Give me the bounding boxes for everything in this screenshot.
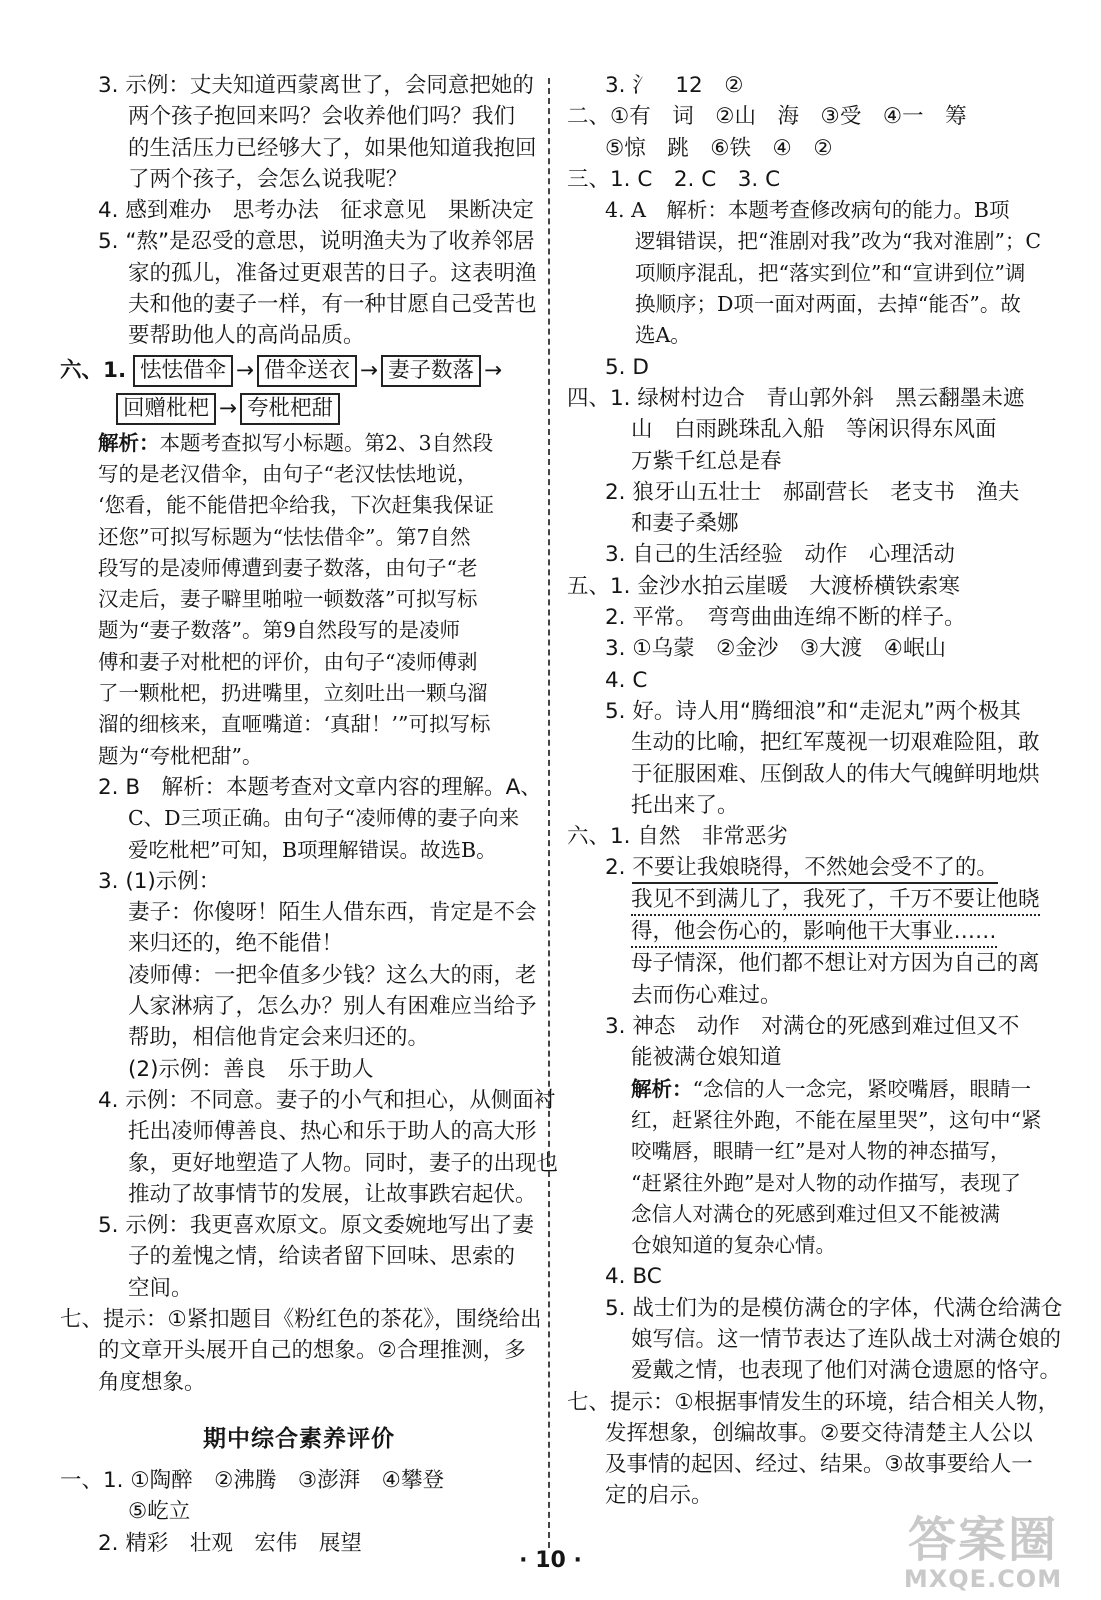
text-line: 5. “熬”是忍受的意思，说明渔夫为了收养邻居 — [98, 229, 535, 255]
arrow-icon: → — [360, 357, 379, 383]
section-six-flowchart — [60, 352, 538, 428]
six-q4 — [60, 1085, 559, 1210]
text-line: ⑤惊 跳 ⑥铁 ④ ② — [605, 135, 833, 161]
q3-answer: 3. 氵 12 ② — [605, 73, 744, 98]
text-line: 二、①有 词 ②山 海 ③受 ④一 筹 — [567, 104, 967, 130]
text-line: 要帮助他人的高尚品质。 — [128, 323, 365, 349]
text-line: 爱戴之情，也表现了他们对满仓遗愿的恪守。 — [631, 1358, 1062, 1384]
text-line: 项顺序混乱，把“落实到位”和“宣讲到位”调 — [635, 260, 1026, 285]
text-line: 仓娘知道的复杂心情。 — [631, 1233, 836, 1258]
section-seven-right — [567, 1387, 1060, 1512]
section-seven — [60, 1304, 542, 1398]
text-line: 象，更好地塑造了人物。同时，妻子的出现也 — [128, 1150, 559, 1176]
column-divider — [548, 78, 550, 1548]
text-line: 能被满仓娘知道 — [631, 1045, 782, 1071]
text-line: 于征服困难、压倒敌人的伟大气魄鲜明地烘 — [631, 761, 1040, 787]
text-line: 选A。 — [635, 323, 691, 348]
analysis-label: 解析： — [98, 430, 160, 455]
text-line: 4. A 解析：本题考查修改病句的能力。B项 — [605, 198, 1010, 223]
text-line: 5. 示例：我更喜欢原文。原文委婉地写出了妻 — [98, 1213, 534, 1239]
section-six-label: 六、1. — [60, 357, 127, 383]
text-line: 万紫千红总是春 — [631, 448, 782, 474]
text-line: 妻子：你傻呀！陌生人借东西，肯定是不会 — [128, 900, 537, 926]
text-line: 傅和妻子对枇杷的评价，由句子“凌师傅剥 — [98, 649, 478, 674]
text-line: 溜的细核来，直咂嘴道：‘真甜！’”可拟写标 — [98, 712, 491, 737]
text-line: 空间。 — [128, 1275, 193, 1301]
text-line: 了两个孩子，会怎么说我呢？ — [128, 166, 408, 192]
text-line: 题为“妻子数落”。第9自然段写的是凌师 — [98, 618, 461, 643]
text-line: 的文章开头展开自己的想象。②合理推测，多 — [98, 1338, 526, 1364]
three-q4 — [567, 195, 1042, 351]
text-line: 推动了故事情节的发展，让故事跌宕起伏。 — [128, 1181, 537, 1207]
q5-answer — [60, 226, 538, 351]
section-three: 三、1. C 2. C 3. C — [567, 166, 781, 192]
watermark-url: MXQE.COM — [903, 1565, 1063, 1593]
flow-box: 妻子数落 — [381, 355, 481, 387]
text-line: 一、1. ①陶醉 ②沸腾 ③澎湃 ④攀登 — [60, 1468, 444, 1494]
text-line: 换顺序；D项一面对两面，去掉“能否”。故 — [635, 292, 1021, 317]
text-line: 5. 战士们为的是模仿满仓的字体，代满仓给满仓 — [605, 1295, 1063, 1321]
text-line: 山 白雨跳珠乱入船 等闲识得东风面 — [631, 417, 997, 443]
flow-box: 借伞送衣 — [257, 355, 357, 387]
text-line: 去而伤心难过。 — [631, 982, 782, 1008]
text-line: 家的孤儿，准备过更艰苦的日子。这表明渔 — [128, 260, 537, 286]
text-line: 七、提示：①紧扣题目《粉红色的茶花》，围绕给出 — [60, 1306, 542, 1332]
text-line: 2. 平常。 弯弯曲曲连绵不断的样子。 — [605, 605, 966, 631]
arrow-icon: → — [219, 395, 238, 421]
text-line: 写的是老汉借伞，由句子“老汉怯怯地说， — [98, 461, 478, 486]
text-line: 还您”可拟写标题为“怯怯借伞”。第7自然 — [98, 524, 471, 549]
text-line: 人家淋病了，怎么办？别人有困难应当给予 — [128, 994, 537, 1020]
text-line: 母子情深，他们都不想让对方因为自己的离 — [631, 951, 1040, 977]
text-line: ⑤屹立 — [128, 1499, 191, 1525]
text-line: 六、1. 自然 非常恶劣 — [567, 824, 788, 850]
text-line: 托出来了。 — [631, 792, 739, 818]
watermark-text: 答案圈 — [907, 1512, 1058, 1568]
text-line: 3. 自己的生活经验 动作 心理活动 — [605, 542, 955, 568]
text-line: 2. 狼牙山五壮士 郝副营长 老支书 渔夫 — [605, 479, 1020, 505]
text-line: 娘写信。这一情节表达了连队战士对满仓娘的 — [631, 1326, 1062, 1352]
text-line: 托出凌师傅善良、热心和乐于助人的高大形 — [128, 1119, 537, 1145]
section-one — [60, 1465, 538, 1559]
text-line: 3. ①乌蒙 ②金沙 ③大渡 ④岷山 — [605, 636, 946, 662]
flow-row — [60, 352, 538, 390]
text-line: 红，赶紧往外跑，不能在屋里哭”，这句中“紧 — [631, 1107, 1042, 1132]
text-line: 来归还的，绝不能借！ — [128, 931, 344, 957]
text-line: 5. 好。诗人用“腾细浪”和“走泥丸”两个极其 — [605, 698, 1021, 724]
text-line: “赶紧往外跑”是对人物的动作描写，表现了 — [631, 1170, 1021, 1195]
text-line: “念信的人一念完，紧咬嘴唇，眼睛一 — [692, 1076, 1031, 1101]
text-line: 及事情的起因、经过、结果。③故事要给人一 — [605, 1452, 1033, 1478]
page-number: · 10 · — [519, 1548, 582, 1573]
text-line: 定的启示。 — [605, 1483, 713, 1509]
q2-label: 2. — [605, 855, 626, 881]
text-line: 本题考查拟写小标题。第2、3自然段 — [159, 430, 494, 455]
flow-box: 回赠枇杷 — [116, 393, 216, 425]
text-line: 爱吃枇杷”可知，B项理解错误。故选B。 — [128, 837, 497, 862]
flow-box: 怯怯借伞 — [133, 355, 233, 387]
text-line: 3. (1)示例： — [98, 868, 221, 894]
text-line: 五、1. 金沙水拍云崖暖 大渡桥横铁索寒 — [567, 573, 960, 599]
text-line: (2)示例：善良 乐于助人 — [128, 1056, 374, 1082]
text-line: 七、提示：①根据事情发生的环境，结合相关人物， — [567, 1389, 1060, 1415]
text-line: 段写的是凌师傅遭到妻子数落，由句子“老 — [98, 555, 478, 580]
text-line: 帮助，相信他肯定会来归还的。 — [128, 1025, 430, 1051]
text-line: 3. 神态 动作 对满仓的死感到难过但又不 — [605, 1014, 1020, 1040]
text-line: ‘您看，能不能借把伞给我，下次赶集我保证 — [98, 493, 495, 518]
section-two — [567, 101, 1035, 164]
text-line: 4. BC — [605, 1264, 662, 1290]
text-line: 生动的比喻，把红军蔑视一切艰难险阻，敢 — [631, 730, 1040, 756]
text-line: 凌师傅：一把伞值多少钱？这么大的雨，老 — [128, 962, 537, 988]
text-line: 发挥想象，创编故事。②要交待清楚主人公以 — [605, 1420, 1033, 1446]
three-q5: 5. D — [605, 354, 649, 380]
text-line: 念信人对满仓的死感到难过但又不能被满 — [631, 1201, 1000, 1226]
text-line: 角度想象。 — [98, 1369, 206, 1395]
six-q5 — [60, 1210, 538, 1304]
text-line: 的生活压力已经够大了，如果他知道我抱回 — [128, 135, 537, 161]
arrow-icon: → — [236, 357, 255, 383]
section-six — [567, 821, 1063, 1386]
flow-row — [60, 390, 538, 428]
text-line: 逻辑错误，把“淮剧对我”改为“我对淮剧”；C — [635, 229, 1042, 254]
text-line: 两个孩子抱回来吗？会收养他们吗？我们 — [128, 104, 516, 130]
arrow-icon: → — [484, 357, 503, 383]
section-four — [567, 383, 1035, 571]
text-line: 和妻子桑娜 — [631, 511, 739, 537]
six-q2 — [60, 772, 542, 866]
flow-box: 夸枇杷甜 — [240, 393, 340, 425]
text-line: 2. 精彩 壮观 宏伟 展望 — [98, 1530, 362, 1556]
underlined-quote: 我见不到满儿了，我死了，千万不要让他晓 — [631, 886, 1040, 916]
six-q1-analysis — [60, 428, 538, 772]
text-line: 2. B 解析：本题考查对文章内容的理解。A、 — [98, 774, 542, 800]
q4-answer: 4. 感到难办 思考办法 征求意见 果断决定 — [98, 198, 534, 224]
text-line: 3. 示例：丈夫知道西蒙离世了，会同意把她的 — [98, 73, 534, 98]
text-line: 子的羞愧之情，给读者留下回味、思索的 — [128, 1244, 516, 1270]
left-column — [60, 70, 559, 1559]
section-title: 期中综合素养评价 — [203, 1425, 395, 1452]
section-five — [567, 571, 1040, 821]
text-line: 了一颗枇杷，扔进嘴里，立刻吐出一颗乌溜 — [98, 681, 488, 706]
text-line: 汉走后，妻子噼里啪啦一顿数落”可拟写标 — [98, 587, 478, 612]
underlined-quote: 得，他会伤心的，影响他干大事业…… — [631, 918, 997, 948]
underlined-quote: 不要让我娘晓得，不然她会受不了的。 — [632, 854, 998, 884]
six-q3-analysis — [567, 1074, 1042, 1262]
text-line: C、D三项正确。由句子“凌师傅的妻子向来 — [128, 806, 520, 831]
right-column — [567, 70, 1063, 1512]
watermark-logo — [883, 1514, 1083, 1592]
six-q3 — [60, 866, 538, 1085]
text-line: 夫和他的妻子一样，有一种甘愿自己受苦也 — [128, 292, 537, 318]
text-line: 题为“夸枇杷甜”。 — [98, 743, 263, 768]
text-line: 4. 示例：不同意。妻子的小气和担心，从侧面衬 — [98, 1087, 556, 1113]
text-line: 4. C — [605, 667, 648, 693]
text-line: 四、1. 绿树村边合 青山郭外斜 黑云翻墨未遮 — [567, 385, 1025, 411]
analysis-label: 解析： — [631, 1076, 693, 1101]
q3-example — [60, 70, 538, 195]
text-line: 咬嘴唇，眼睛一红”是对人物的神态描写， — [631, 1139, 1011, 1164]
